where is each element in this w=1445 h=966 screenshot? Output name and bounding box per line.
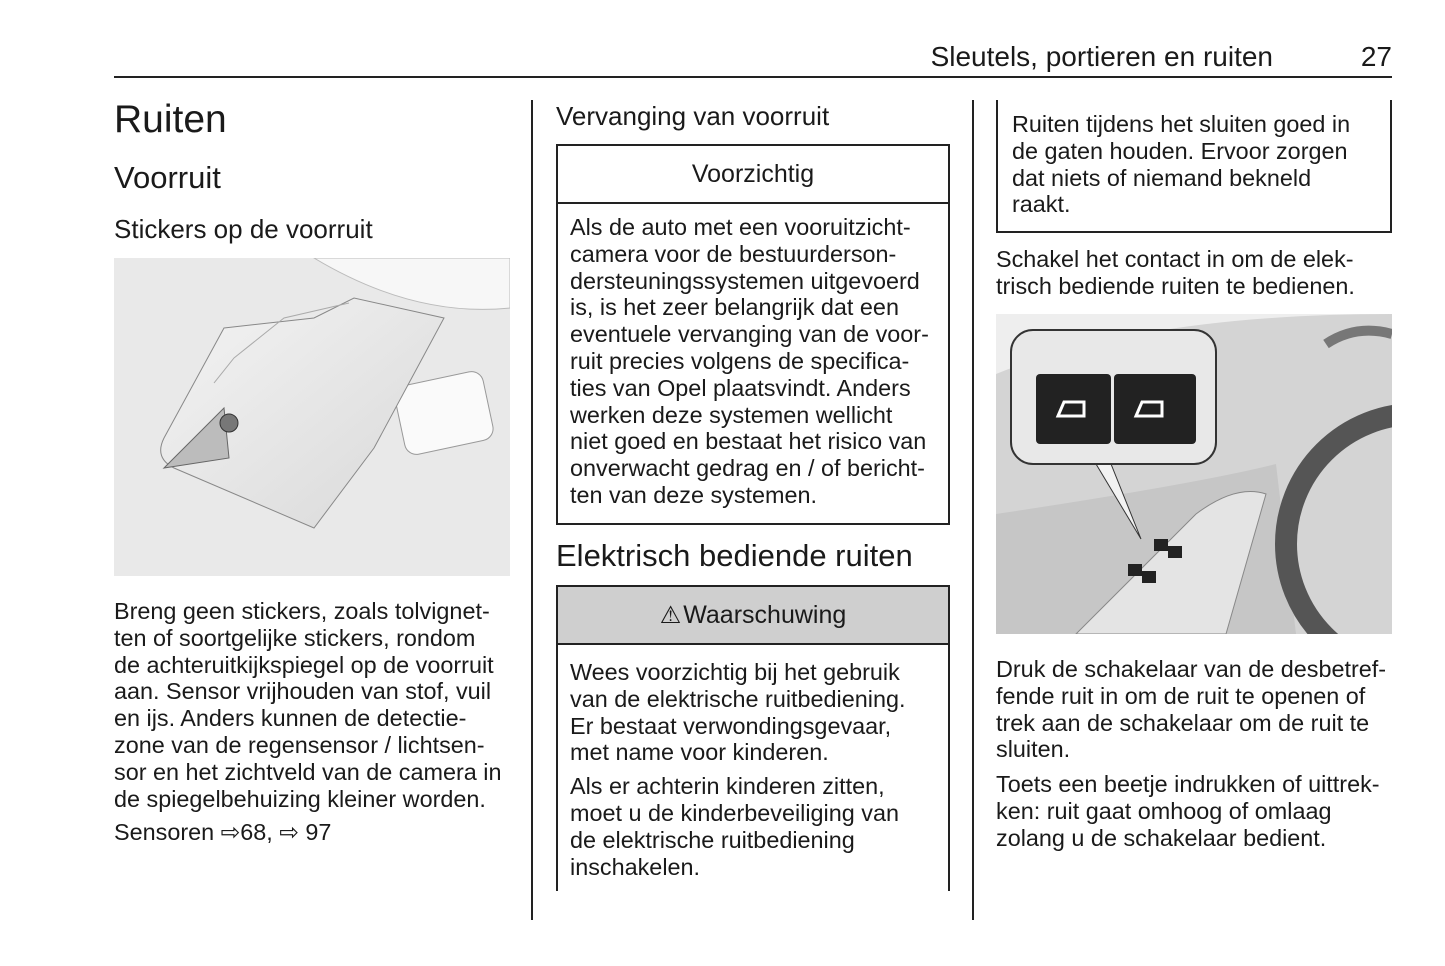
column-divider — [972, 100, 974, 920]
warning-header — [558, 587, 948, 645]
section-heading: Elektrisch bediende ruiten — [556, 538, 913, 573]
warning-text: Ruiten tijdens het sluiten goed in de gaten houden. Ervoor zorgen dat niets of niemand bekneld raakt. — [1012, 111, 1351, 218]
page-number: 27 — [1360, 41, 1392, 72]
window-switch-illustration — [996, 314, 1392, 634]
sticker-paragraph: Breng geen stickers, zoals tolvignet- ten of soortgelijke stickers, rondom de achteruitkijkspiegel op de voorruit aan. Sensor vrijhouden van stof, vuil en ijs. Anders kunnen de detectie- zone van de regensensor / lichtsen- sor en het zichtveld van de camera in de spiegelbehuizing kleiner worden. — [114, 598, 502, 812]
running-header-title: Sleutels, portieren en ruiten — [930, 41, 1273, 72]
section-heading: Voorruit — [114, 160, 221, 195]
instruction-paragraph: Toets een beetje indrukken of uittrek- ken: ruit gaat omhoog of omlaag zolang u de schakelaar bedient. — [996, 771, 1380, 851]
page-reference-arrow-icon: ⇨ — [220, 819, 241, 845]
caution-title: Voorzichtig — [558, 146, 948, 204]
reference-label: Sensoren — [114, 819, 215, 845]
instruction-paragraph: Schakel het contact in om de elek- trisch bediende ruiten te bedienen. — [996, 246, 1355, 299]
page-link[interactable]: 97 — [305, 819, 332, 845]
warning-text: Als er achterin kinderen zitten, moet u de kinderbeveiliging van de elektrische ruitbediening inschakelen. — [570, 773, 899, 880]
warning-triangle-icon: ⚠ — [659, 601, 682, 629]
header-rule — [114, 76, 1392, 78]
page-reference-arrow-icon: ⇨ — [279, 819, 299, 845]
warning-box — [556, 585, 950, 891]
page-title: Ruiten — [114, 98, 227, 141]
subsection-heading: Vervanging van voorruit — [556, 101, 830, 131]
column-divider — [531, 100, 533, 920]
caution-box — [556, 144, 950, 525]
warning-title: Waarschuwing — [683, 600, 847, 629]
sensors-reference — [114, 819, 331, 846]
caution-text: Als de auto met een vooruitzicht- camera voor de bestuurderson- dersteuningssystemen uitgevoerd is, is het zeer belangrijk dat een eventuele vervanging van de voor- ruit precies volgens de specifica- ties van Opel plaatsvindt. Anders werken deze systemen wellicht niet goed en bestaat het risico van onverwacht gedrag en / of bericht- ten van deze systemen. — [570, 214, 929, 508]
warning-box-continued — [996, 100, 1392, 233]
instruction-paragraph: Druk de schakelaar van de desbetref- fende ruit in om de ruit te openen of trek aan de schakelaar om de ruit te sluiten. — [996, 656, 1387, 763]
page-link[interactable]: 68, — [240, 819, 273, 845]
subsection-heading: Stickers op de voorruit — [114, 214, 373, 244]
warning-text: Wees voorzichtig bij het gebruik van de elektrische ruitbediening. Er bestaat verwondingsgevaar, met name voor kinderen. — [570, 659, 906, 766]
windscreen-sticker-illustration — [114, 258, 510, 576]
